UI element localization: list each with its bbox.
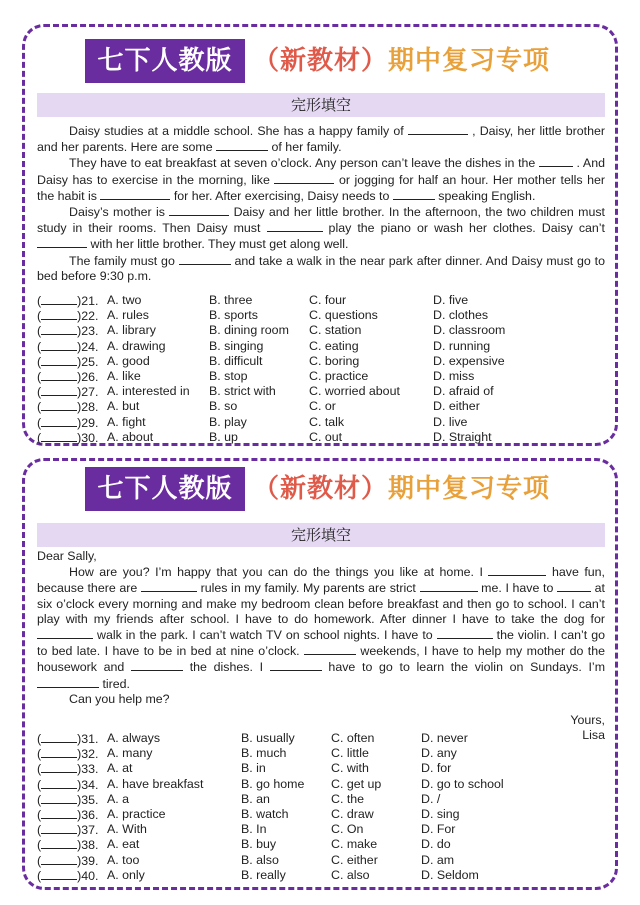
option-b: B. stop bbox=[209, 368, 248, 383]
option-d: D. / bbox=[421, 791, 441, 806]
passage bbox=[37, 123, 605, 284]
passage-paragraph bbox=[37, 204, 605, 253]
passage-text: with her little brother. They must get along well. bbox=[87, 237, 349, 252]
option-c: C. with bbox=[331, 761, 369, 776]
passage-text: at six o’clock every morning and make my bedroom clean before breakfast and then go to school. I can’t play with my friends after school. I have to do homework. After dinner I have to take the dog for bbox=[37, 581, 605, 626]
passage-text: for her. After exercising, Daisy needs to bbox=[170, 188, 393, 203]
passage-text: , Daisy, her little brother and her parents. Here are some bbox=[37, 124, 605, 155]
letter-closing: Yours, bbox=[570, 713, 605, 728]
banner-paren-close: ） bbox=[361, 46, 389, 76]
passage-paragraph bbox=[37, 253, 605, 284]
answer-blank bbox=[179, 253, 231, 265]
passage-text: They have to eat breakfast at seven o’clock. Any person can’t leave the dishes in the bbox=[69, 156, 539, 171]
option-row bbox=[37, 731, 607, 746]
passage-text: have to go to learn the violin on Sundays. I’m bbox=[321, 660, 606, 675]
option-row bbox=[37, 837, 607, 852]
answer-blank bbox=[274, 172, 334, 184]
answer-blank bbox=[141, 580, 197, 592]
option-a: A. many bbox=[107, 746, 153, 761]
option-a: A. library bbox=[107, 323, 156, 338]
answer-blank bbox=[169, 204, 229, 216]
answer-blank bbox=[270, 659, 322, 671]
option-b: B. also bbox=[241, 852, 279, 867]
banner-paren-open: （ bbox=[253, 46, 281, 76]
option-d: D. for bbox=[421, 761, 452, 776]
passage-text: Daisy’s mother is bbox=[69, 205, 170, 220]
option-b: B. an bbox=[241, 791, 270, 806]
option-d: D. any bbox=[421, 746, 457, 761]
option-a: A. With bbox=[107, 822, 147, 837]
option-a: A. have breakfast bbox=[107, 776, 204, 791]
banner-right bbox=[253, 467, 550, 511]
banner-middle: 新教材 bbox=[280, 474, 362, 504]
option-d: D. either bbox=[433, 399, 480, 414]
option-d: D. live bbox=[433, 414, 468, 429]
option-a: A. at bbox=[107, 761, 133, 776]
option-c: C. practice bbox=[309, 368, 369, 383]
option-a: A. like bbox=[107, 368, 141, 383]
answer-blank bbox=[304, 643, 356, 655]
option-b: B. so bbox=[209, 399, 238, 414]
banner bbox=[85, 39, 605, 83]
passage-paragraph bbox=[37, 564, 605, 692]
answer-blank bbox=[37, 236, 87, 248]
answer-bracket: ( )21. bbox=[37, 294, 99, 308]
worksheet-panel-1 bbox=[22, 24, 618, 446]
option-c: C. little bbox=[331, 746, 369, 761]
option-d: D. Straight bbox=[433, 429, 492, 444]
option-row bbox=[37, 415, 607, 430]
passage-text: have fun, because there are bbox=[37, 565, 606, 596]
option-d: D. classroom bbox=[433, 323, 506, 338]
option-d: D. never bbox=[421, 731, 468, 745]
passage-paragraph bbox=[37, 155, 605, 204]
passage-text: of her family. bbox=[268, 140, 342, 155]
option-b: B. singing bbox=[209, 338, 264, 353]
answer-bracket: ( )37. bbox=[37, 823, 99, 838]
option-a: A. drawing bbox=[107, 338, 166, 353]
option-a: A. always bbox=[107, 731, 161, 745]
option-b: B. up bbox=[209, 429, 238, 444]
option-d: D. miss bbox=[433, 368, 475, 383]
option-b: B. In bbox=[241, 822, 267, 837]
option-b: B. play bbox=[209, 414, 247, 429]
option-c: C. draw bbox=[331, 806, 374, 821]
answer-blank bbox=[437, 627, 493, 639]
passage-text: tired. bbox=[99, 676, 130, 691]
option-c: C. station bbox=[309, 323, 362, 338]
option-a: A. interested in bbox=[107, 384, 190, 399]
option-d: D. do bbox=[421, 837, 451, 852]
banner-right-text: 期中复习专项 bbox=[388, 474, 551, 504]
worksheet-panel-2 bbox=[22, 458, 618, 890]
option-c: C. worried about bbox=[309, 384, 400, 399]
answer-bracket: ( )22. bbox=[37, 309, 99, 324]
banner-right-text: 期中复习专项 bbox=[388, 46, 551, 76]
section-heading: 完形填空 bbox=[37, 523, 605, 547]
answer-blank bbox=[420, 580, 478, 592]
option-row bbox=[37, 853, 607, 868]
options-list bbox=[37, 731, 607, 883]
option-c: C. talk bbox=[309, 414, 345, 429]
option-row bbox=[37, 354, 607, 369]
banner bbox=[85, 467, 605, 511]
banner-paren-close: ） bbox=[361, 474, 389, 504]
answer-bracket: ( )34. bbox=[37, 777, 99, 792]
banner-paren-open: （ bbox=[253, 474, 281, 504]
option-row bbox=[37, 339, 607, 354]
answer-blank bbox=[539, 155, 573, 167]
option-row bbox=[37, 384, 607, 399]
option-b: B. go home bbox=[241, 776, 305, 791]
answer-bracket: ( )39. bbox=[37, 853, 99, 868]
option-row bbox=[37, 822, 607, 837]
passage-text: the violin. I can’t go to bed late. I have to be in bed at nine o’clock. bbox=[37, 628, 605, 659]
section-heading: 完形填空 bbox=[37, 93, 605, 117]
option-row bbox=[37, 807, 607, 822]
option-b: B. three bbox=[209, 293, 253, 307]
passage-text: rules in my family. My parents are strict bbox=[196, 581, 420, 596]
option-b: B. much bbox=[241, 746, 287, 761]
option-d: D. go to school bbox=[421, 776, 504, 791]
options-list bbox=[37, 293, 607, 445]
passage-text: play the piano or wash her clothes. Daisy can’t bbox=[322, 221, 606, 236]
option-d: D. Seldom bbox=[421, 867, 479, 882]
passage-text: Can you help me? bbox=[69, 691, 170, 706]
answer-blank bbox=[267, 220, 323, 232]
option-c: C. four bbox=[309, 293, 347, 307]
option-row bbox=[37, 868, 607, 883]
greeting: Dear Sally, bbox=[37, 549, 97, 563]
passage-text: How are you? I’m happy that you can do the things you like at home. I bbox=[69, 565, 489, 580]
passage-text: Daisy studies at a middle school. She has a happy family of bbox=[69, 124, 408, 138]
passage-text: and take a walk in the near park after dinner. And Daisy must go to bed before 9:30 p.m. bbox=[37, 253, 605, 283]
answer-bracket: ( )23. bbox=[37, 324, 99, 339]
option-d: D. sing bbox=[421, 806, 460, 821]
option-a: A. rules bbox=[107, 308, 150, 323]
answer-blank bbox=[37, 627, 93, 639]
option-b: B. strict with bbox=[209, 384, 276, 399]
answer-bracket: ( )24. bbox=[37, 339, 99, 354]
option-b: B. sports bbox=[209, 308, 258, 323]
option-a: A. fight bbox=[107, 414, 146, 429]
answer-bracket: ( )30. bbox=[37, 430, 99, 445]
option-c: C. or bbox=[309, 399, 336, 414]
passage-text: Daisy and her little brother. In the afternoon, the two children must study in their rooms. Then Daisy must bbox=[37, 205, 605, 236]
option-d: D. five bbox=[433, 293, 469, 307]
option-row bbox=[37, 777, 607, 792]
option-b: B. watch bbox=[241, 806, 289, 821]
option-row bbox=[37, 399, 607, 414]
option-a: A. eat bbox=[107, 837, 140, 852]
answer-bracket: ( )32. bbox=[37, 747, 99, 762]
answer-blank bbox=[393, 188, 435, 200]
option-c: C. boring bbox=[309, 353, 360, 368]
option-c: C. either bbox=[331, 852, 378, 867]
option-c: C. On bbox=[331, 822, 364, 837]
option-row bbox=[37, 746, 607, 761]
passage-paragraph bbox=[37, 692, 605, 707]
option-c: C. often bbox=[331, 731, 375, 745]
answer-bracket: ( )33. bbox=[37, 762, 99, 777]
passage-text: The family must go bbox=[69, 253, 179, 268]
banner-right bbox=[253, 39, 550, 83]
answer-blank bbox=[408, 123, 468, 135]
answer-blank bbox=[37, 676, 99, 688]
passage-text: speaking English. bbox=[434, 188, 536, 203]
answer-blank bbox=[131, 659, 183, 671]
option-a: A. practice bbox=[107, 806, 166, 821]
option-row bbox=[37, 308, 607, 323]
answer-blank bbox=[100, 188, 170, 200]
passage-text: weekends, I have to help my mother do the housework and bbox=[37, 644, 605, 675]
answer-blank bbox=[216, 139, 268, 151]
option-a: A. about bbox=[107, 429, 154, 444]
passage-text: or jogging for half an hour. Her mother tells her the habit is bbox=[37, 172, 606, 203]
option-c: C. questions bbox=[309, 308, 378, 323]
option-b: B. usually bbox=[241, 731, 295, 745]
option-row bbox=[37, 430, 607, 445]
answer-bracket: ( )26. bbox=[37, 369, 99, 384]
option-d: D. expensive bbox=[433, 353, 505, 368]
passage-text: me. I have to bbox=[477, 581, 558, 596]
option-b: B. in bbox=[241, 761, 266, 776]
letter-signature: Lisa bbox=[582, 728, 605, 743]
passage-text: the dishes. I bbox=[183, 660, 270, 675]
option-row bbox=[37, 369, 607, 384]
option-c: C. also bbox=[331, 867, 370, 882]
answer-bracket: ( )35. bbox=[37, 792, 99, 807]
option-row bbox=[37, 792, 607, 807]
option-a: A. two bbox=[107, 293, 142, 307]
option-d: D. am bbox=[421, 852, 455, 867]
option-d: D. afraid of bbox=[433, 384, 494, 399]
passage-text: walk in the park. I can’t watch TV on school nights. I have to bbox=[93, 628, 437, 643]
option-c: C. out bbox=[309, 429, 343, 444]
answer-bracket: ( )38. bbox=[37, 838, 99, 853]
answer-bracket: ( )27. bbox=[37, 385, 99, 400]
option-row bbox=[37, 761, 607, 776]
option-c: C. the bbox=[331, 791, 365, 806]
option-row bbox=[37, 293, 607, 308]
banner-left: 七下人教版 bbox=[85, 467, 245, 511]
option-c: C. make bbox=[331, 837, 378, 852]
option-a: A. too bbox=[107, 852, 140, 867]
answer-bracket: ( )40. bbox=[37, 868, 99, 883]
answer-bracket: ( )28. bbox=[37, 400, 99, 415]
option-b: B. difficult bbox=[209, 353, 263, 368]
option-a: A. but bbox=[107, 399, 140, 414]
letter bbox=[37, 549, 605, 743]
banner-left: 七下人教版 bbox=[85, 39, 245, 83]
option-a: A. good bbox=[107, 353, 150, 368]
passage-paragraph bbox=[37, 123, 605, 155]
answer-bracket: ( )31. bbox=[37, 732, 99, 746]
option-row bbox=[37, 323, 607, 338]
answer-blank bbox=[488, 564, 546, 576]
option-a: A. a bbox=[107, 791, 130, 806]
answer-bracket: ( )29. bbox=[37, 415, 99, 430]
option-d: D. running bbox=[433, 338, 491, 353]
option-b: B. buy bbox=[241, 837, 277, 852]
option-b: B. really bbox=[241, 867, 286, 882]
answer-bracket: ( )25. bbox=[37, 354, 99, 369]
option-c: C. get up bbox=[331, 776, 382, 791]
option-d: D. For bbox=[421, 822, 456, 837]
passage-text: . And Daisy has to exercise in the morning, like bbox=[37, 156, 605, 187]
option-c: C. eating bbox=[309, 338, 359, 353]
option-b: B. dining room bbox=[209, 323, 289, 338]
option-d: D. clothes bbox=[433, 308, 489, 323]
answer-blank bbox=[557, 580, 591, 592]
banner-middle: 新教材 bbox=[280, 46, 362, 76]
option-a: A. only bbox=[107, 867, 145, 882]
answer-bracket: ( )36. bbox=[37, 807, 99, 822]
